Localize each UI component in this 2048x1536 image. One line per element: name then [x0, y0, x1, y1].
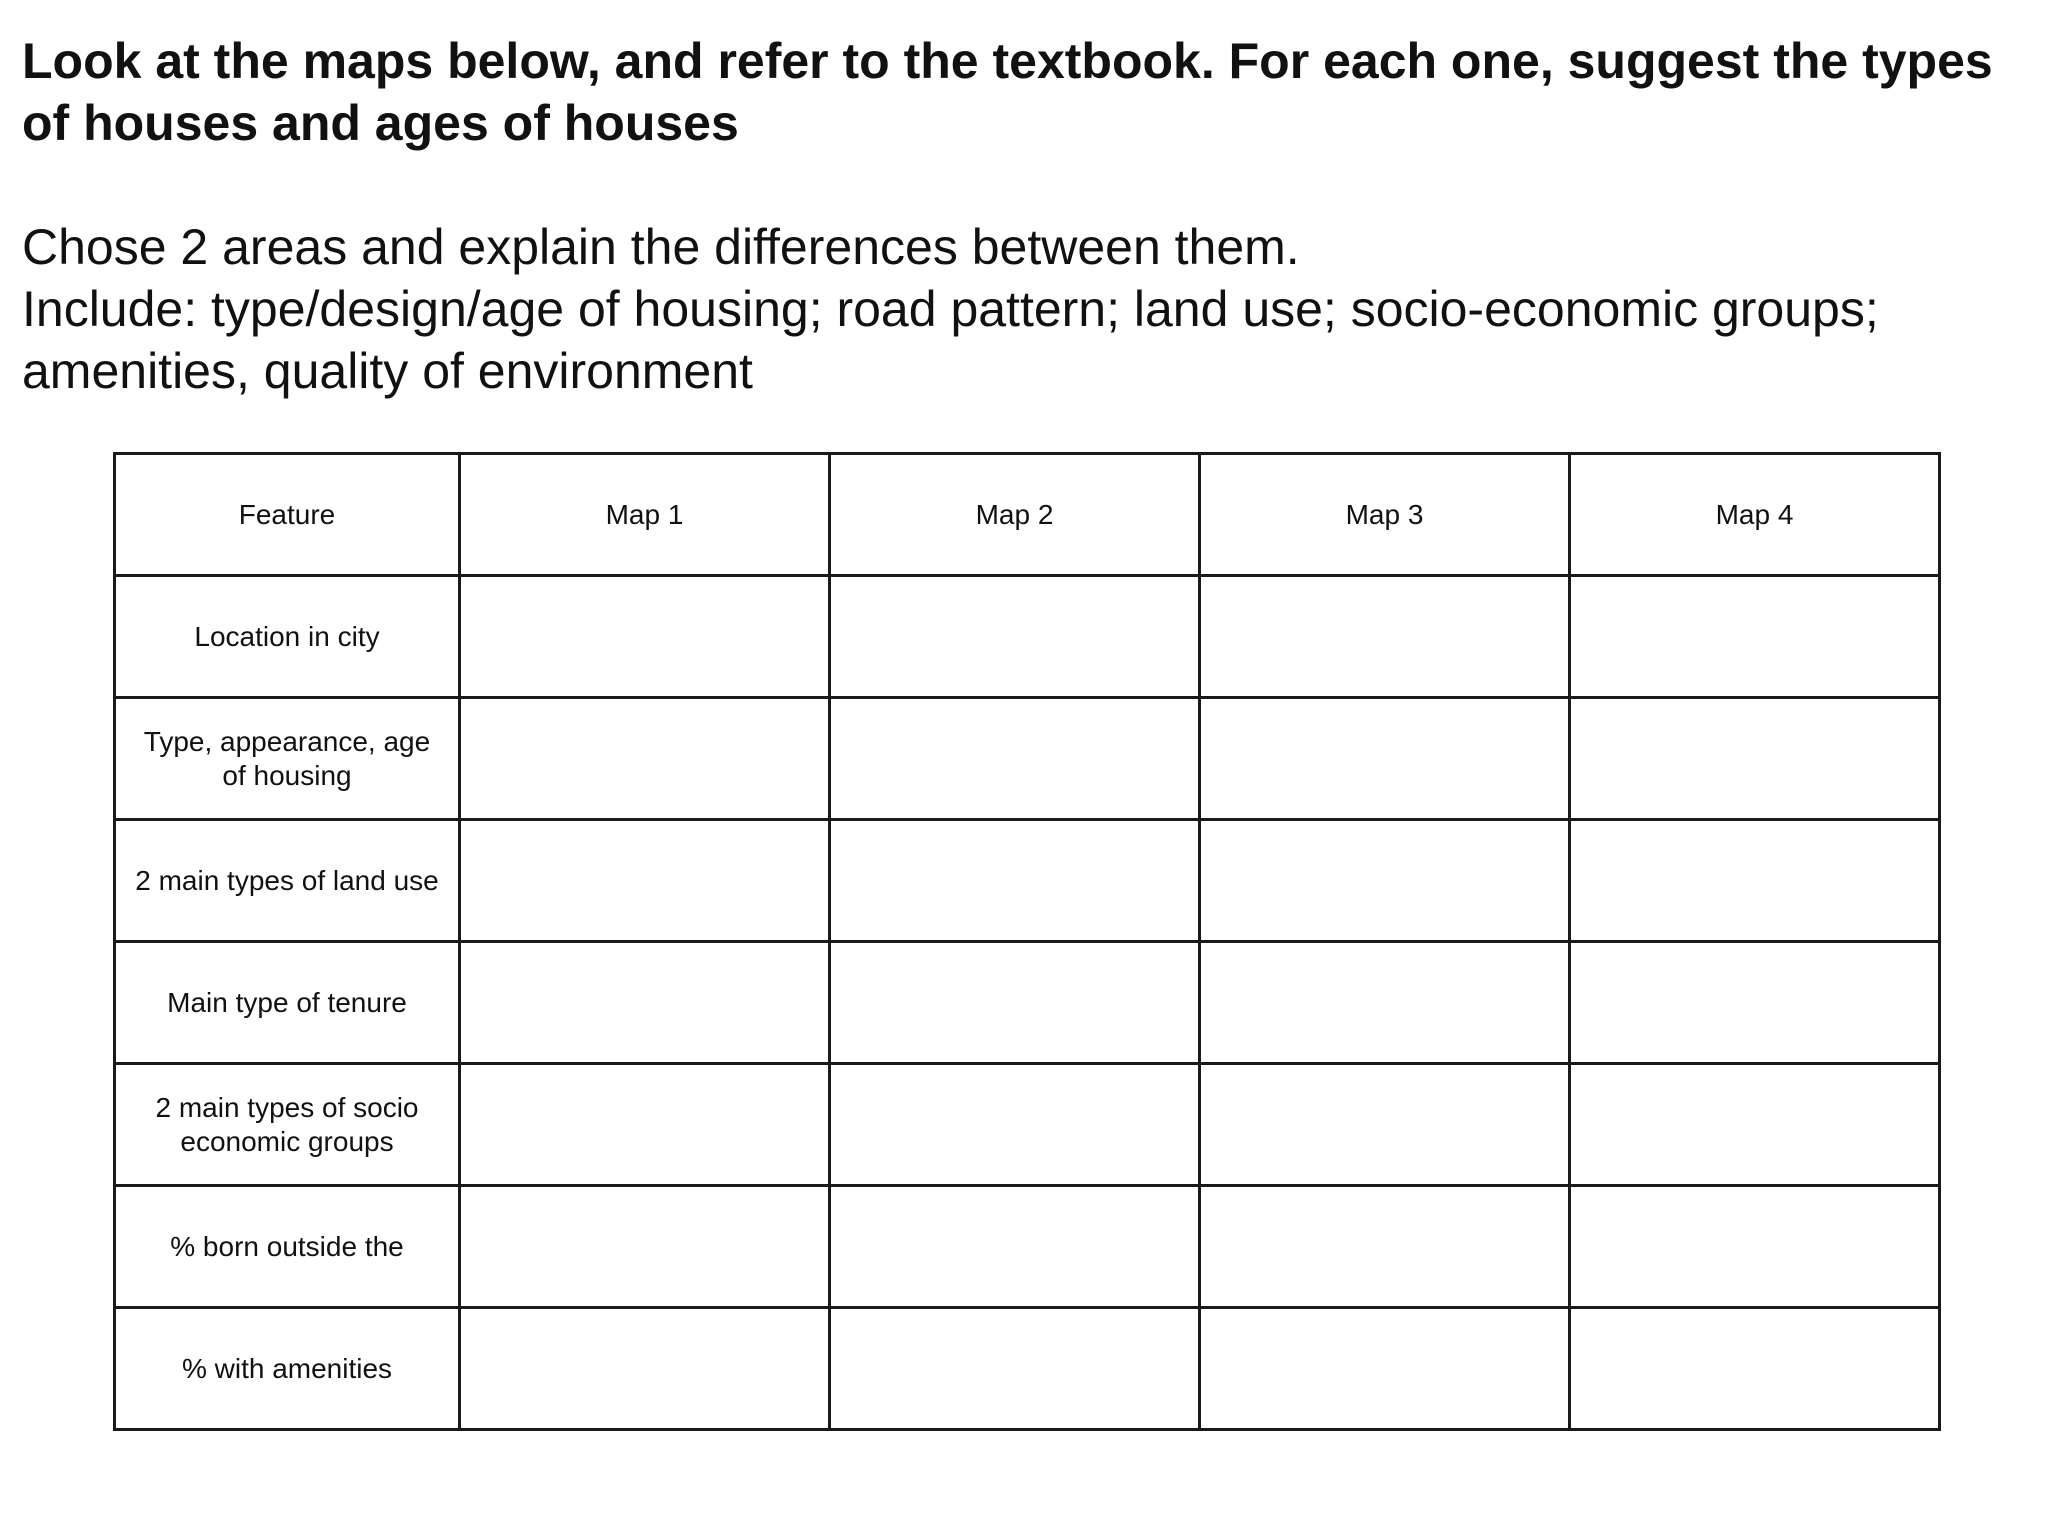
answer-cell[interactable] — [830, 1064, 1200, 1186]
answer-cell[interactable] — [1200, 1308, 1570, 1430]
feature-label: Type, appearance, age of housing — [115, 698, 460, 820]
feature-label: 2 main types of socio economic groups — [115, 1064, 460, 1186]
table-row — [115, 1308, 1940, 1430]
answer-cell[interactable] — [460, 942, 830, 1064]
header-map-2: Map 2 — [830, 454, 1200, 576]
header-row — [115, 454, 1940, 576]
feature-label: % with amenities — [115, 1308, 460, 1430]
instructions-line-1: Chose 2 areas and explain the differences between them. — [22, 219, 1300, 275]
answer-cell[interactable] — [1570, 698, 1940, 820]
answer-cell[interactable] — [830, 1186, 1200, 1308]
answer-cell[interactable] — [1570, 820, 1940, 942]
header-map-4: Map 4 — [1570, 454, 1940, 576]
answer-cell[interactable] — [830, 576, 1200, 698]
answer-cell[interactable] — [1570, 1186, 1940, 1308]
table-row — [115, 576, 1940, 698]
answer-cell[interactable] — [460, 1064, 830, 1186]
answer-cell[interactable] — [1200, 1186, 1570, 1308]
table-row — [115, 820, 1940, 942]
table-row — [115, 698, 1940, 820]
answer-cell[interactable] — [1570, 576, 1940, 698]
worksheet-heading: Look at the maps below, and refer to the textbook. For each one, suggest the types of houses and ages of houses — [22, 33, 1993, 151]
answer-cell[interactable] — [460, 698, 830, 820]
answer-cell[interactable] — [1200, 576, 1570, 698]
answer-cell[interactable] — [460, 1308, 830, 1430]
answer-cell[interactable] — [1570, 1308, 1940, 1430]
answer-cell[interactable] — [830, 942, 1200, 1064]
answer-cell[interactable] — [1200, 942, 1570, 1064]
header-map-1: Map 1 — [460, 454, 830, 576]
table-row — [115, 1064, 1940, 1186]
answer-cell[interactable] — [1200, 820, 1570, 942]
answer-cell[interactable] — [830, 820, 1200, 942]
answer-cell[interactable] — [830, 698, 1200, 820]
feature-label: Location in city — [115, 576, 460, 698]
answer-cell[interactable] — [1200, 698, 1570, 820]
comparison-table — [113, 452, 1941, 1431]
answer-cell[interactable] — [1570, 942, 1940, 1064]
instructions-line-2: Include: type/design/age of housing; road pattern; land use; socio-economic groups; amenities, quality of environment — [22, 281, 1879, 399]
header-map-3: Map 3 — [1200, 454, 1570, 576]
answer-cell[interactable] — [1200, 1064, 1570, 1186]
answer-cell[interactable] — [460, 576, 830, 698]
table-row — [115, 942, 1940, 1064]
answer-cell[interactable] — [460, 820, 830, 942]
header-feature: Feature — [115, 454, 460, 576]
answer-cell[interactable] — [460, 1186, 830, 1308]
feature-label: Main type of tenure — [115, 942, 460, 1064]
answer-cell[interactable] — [830, 1308, 1200, 1430]
answer-cell[interactable] — [1570, 1064, 1940, 1186]
instructions — [22, 216, 2012, 402]
feature-label: 2 main types of land use — [115, 820, 460, 942]
table-row — [115, 1186, 1940, 1308]
feature-label: % born outside the — [115, 1186, 460, 1308]
